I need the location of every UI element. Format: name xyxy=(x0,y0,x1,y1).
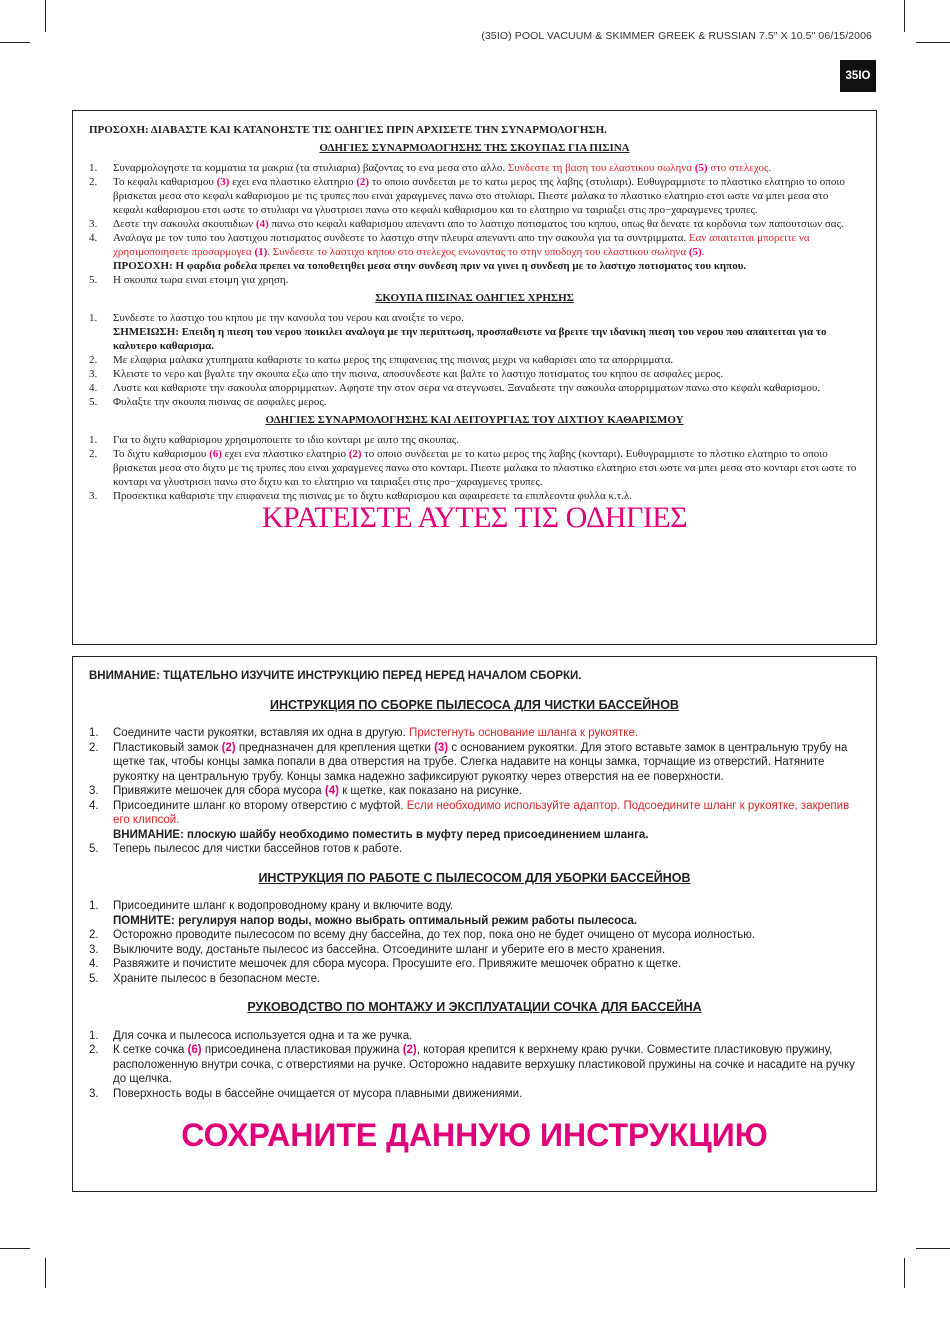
list-item xyxy=(89,217,860,231)
text-segment: 2. xyxy=(89,448,98,460)
list-item xyxy=(89,175,860,217)
list-item xyxy=(89,161,860,175)
text-segment: Με ελαφρια μαλακα χτυπηματα καθαριστε το κατω μερος της επιφανειας της πισινας μεχρι να καθαρισει απο τα απορριμματα. xyxy=(113,354,674,366)
text-segment: πανω στο κεφαλι καθαρισμου απεναντι απο το λαστιχο ποτισματος του κηπου, οπως θα δενατε τα κορδονια των παπουτσιων σας. xyxy=(268,218,844,230)
crop-mark xyxy=(904,1258,905,1288)
list-item xyxy=(89,353,860,367)
greek-section-usage-title: ΣΚΟΥΠΑ ΠΙΣΙΝΑΣ ΟΔΗΓΙΕΣ ΧΡΗΣΗΣ xyxy=(375,292,574,304)
text-segment: στο στελεχος. xyxy=(707,162,772,174)
text-segment: Αναλογα με τον τυπο του λαστιχου ποτισματος συνδεστε το λαστιχο στην πλευρα απεναντι απο την σακουλα για τα συντριμματα. xyxy=(113,232,689,244)
list-item xyxy=(89,799,860,843)
greek-section-skimmer-title: ΟΔΗΓΙΕΣ ΣΥΝΑΡΜΟΛΟΓΗΣΗΣ ΚΑΙ ΛΕΙΤΟΥΡΓΙΑΣ ΤΟΥ ΔΙΧΤΙΟΥ ΚΑΘΑΡΙΣΜΟΥ xyxy=(265,414,684,426)
list-item xyxy=(89,899,860,928)
text-segment: Λυστε και καθαριστε την σακουλα απορριμματων. Αφηστε την στον σερα να στεγνωσει. Ξαναδεστε την σακουλα απορριμματων πανω στο κεφαλι καθαρισμου. xyxy=(113,382,821,394)
list-item xyxy=(89,395,860,409)
text-segment: Пристегнуть основание шланга к рукоятке. xyxy=(409,727,639,739)
list-item xyxy=(89,928,860,943)
text-segment: 2. xyxy=(89,1044,99,1056)
list-item xyxy=(89,1029,860,1044)
text-segment: (4) xyxy=(324,785,339,797)
list-item xyxy=(89,943,860,958)
text-segment: предназначен для крепления щетки xyxy=(235,741,435,754)
text-segment: Пластиковый замок xyxy=(113,741,222,754)
text-segment: , которая крепится к верхнему краю ручки. Совместите пластиковую пружину, расположенную внутри сочка, с отверстиями на ручке. Осторожно надавите верхушку пластиковой пружины на сочке и насадите на ручку до щелчка. xyxy=(113,1044,855,1085)
text-segment: Συνδεστε τη βαση του ελαστικου σωληνα xyxy=(507,162,695,174)
crop-mark xyxy=(916,1248,950,1249)
russian-usage-list xyxy=(89,899,860,986)
text-segment: Φυλαξτε την σκουπα πισινας σε ασφαλες μερος. xyxy=(113,396,327,408)
text-segment: К сетке сочка xyxy=(113,1044,188,1056)
text-segment: 1. xyxy=(89,1029,99,1042)
text-segment: εχει ενα πλαστικο ελατηριο xyxy=(229,176,357,188)
text-segment: 5. xyxy=(89,396,98,408)
text-segment: Συναρμολογηστε τα κομματια τα μακρια (τα στυλιαρια) βαζοντας το ενα μεσα στο αλλο. xyxy=(113,162,508,174)
print-header: (35IO) POOL VACUUM & SKIMMER GREEK & RUSSIAN 7.5" X 10.5" 06/15/2006 xyxy=(481,30,872,42)
text-segment: 3. xyxy=(89,368,98,380)
text-segment: Присоедините шланг ко второму отверстию с муфтой. xyxy=(113,799,407,812)
list-item xyxy=(89,311,860,353)
text-segment: (5) xyxy=(688,246,702,258)
crop-mark xyxy=(0,1248,30,1249)
crop-mark xyxy=(904,0,905,32)
text-segment: Συνδεστε το λαστιχο του κηπου με την κανουλα του νερου και ανοιξτε το νερο. xyxy=(113,312,464,324)
text-segment: Εαν απαιτειται μπορειτε να χρησιμοποιησετε προσαρμογεα xyxy=(113,232,810,258)
text-segment: 2. xyxy=(89,176,98,188)
text-segment: 4. xyxy=(89,232,98,244)
text-segment: Το κεφαλι καθαρισμου xyxy=(113,176,217,188)
text-segment: Η σκουπα τωρα ειναι ετοιμη για χρηση. xyxy=(113,274,289,286)
list-item xyxy=(89,1087,860,1102)
text-segment: Осторожно проводите пылесосом по всему дну бассейна, до тех пор, пока оно не будет очищено от мусора иолностью. xyxy=(113,929,756,941)
text-segment: Выключите воду, достаньте пылесос из бассейна. Отсоедините шланг и уберите его в место хранения. xyxy=(113,943,666,956)
text-segment: Храните пылесос в безопасном месте. xyxy=(113,972,321,985)
list-item xyxy=(89,957,860,972)
text-segment: 3. xyxy=(89,785,99,797)
text-segment: Поверхность воды в бассейне очищается от мусора плавными движениями. xyxy=(113,1087,523,1100)
text-segment: (2) xyxy=(356,176,370,188)
russian-skimmer-list xyxy=(89,1029,860,1102)
crop-mark xyxy=(45,1258,46,1288)
text-segment: 5. xyxy=(89,274,98,286)
text-segment: Το διχτυ καθαρισμου xyxy=(113,448,210,460)
text-segment: (3) xyxy=(216,176,230,188)
text-segment: το οποιο συνδεεται με το κατω μερος της λαβης (κονταρι). Ευθυγραμμιστε το πλστικο ελατηριο το οποιο βρισκεται μεσα στο διχτυ με τις τρυπες που ειναι χαραγμενες πανω στο κονταρι. Πιεστε μαλακα το πλαστικο ελατηριο ετσι ωστε να μπει μεσα στο κονταρι ετσι ωστε το κονταρι να γλυστρισει πανω στο διχτυ και το ελατηριο να ταιριαξει στις προ−χαραγμενες τρυπες. xyxy=(113,448,857,488)
text-segment: (4) xyxy=(255,218,269,230)
russian-warning: ВНИМАНИЕ: ТЩАТЕЛЬНО ИЗУЧИТЕ ИНСТРУКЦИЮ ПЕРЕД НЕРЕД НАЧАЛОМ СБОРКИ. xyxy=(89,670,582,682)
list-item xyxy=(89,784,860,799)
text-segment: 1. xyxy=(89,312,98,324)
text-segment: 2. xyxy=(89,354,98,366)
list-item xyxy=(89,972,860,987)
text-segment: (2) xyxy=(402,1044,417,1056)
russian-caution-note: ВНИМАНИЕ: плоскую шайбу необходимо поместить в муфту перед присоединением шланга. xyxy=(113,828,649,841)
text-segment: 4. xyxy=(89,382,98,394)
crop-mark xyxy=(0,42,30,43)
text-segment: 2. xyxy=(89,929,99,941)
list-item xyxy=(89,1043,860,1087)
text-segment: 1. xyxy=(89,162,98,174)
list-item xyxy=(89,489,860,503)
crop-mark xyxy=(916,42,950,43)
text-segment: Присоедините шланг к водопроводному крану и включите воду. xyxy=(113,900,454,912)
text-segment: 2. xyxy=(89,741,99,754)
russian-instructions xyxy=(72,656,877,1192)
text-segment: 1. xyxy=(89,900,99,912)
list-item xyxy=(89,842,860,857)
text-segment: (2) xyxy=(221,741,236,754)
list-item xyxy=(89,381,860,395)
text-segment: 4. xyxy=(89,799,99,812)
text-segment: 3. xyxy=(89,1087,99,1100)
text-segment: к щетке, как показано на рисунке. xyxy=(338,785,523,797)
text-segment: . Συνδεστε το λαστιχο κηπου στο στελεχος ενωνοντας το στην υποδοχη του ελαστικου σωληνα xyxy=(267,246,689,258)
text-segment: . xyxy=(701,246,705,258)
russian-note: ПОМНИТЕ: регулируя напор воды, можно выбрать оптимальный режим работы пылесоса. xyxy=(113,914,638,927)
text-segment: (5) xyxy=(694,162,708,174)
list-item xyxy=(89,231,860,273)
text-segment: (1) xyxy=(254,246,268,258)
text-segment: 5. xyxy=(89,972,99,985)
greek-skimmer-list xyxy=(89,433,860,503)
russian-section-assembly-title: ИНСТРУКЦИЯ ПО СБОРКЕ ПЫЛЕСОСА ДЛЯ ЧИСТКИ БАССЕЙНОВ xyxy=(270,697,679,712)
text-segment: Привяжите мешочек для сбора мусора xyxy=(113,785,325,797)
text-segment: 1. xyxy=(89,434,98,446)
text-segment: Για το διχτυ καθαρισμου χρησιμοποιειτε το ιδιο κονταρι με αυτο της σκουπας. xyxy=(113,434,459,446)
greek-usage-list xyxy=(89,311,860,409)
greek-note: ΣΗΜΕΙΩΣΗ: Επειδη η πιεση του νερου ποικιλει αναλογα με την περιπτωση, προσπαθειστε να βρειτε την ιδανικη πιεση του νερου που απαιτειται για το καλυτερο καθαρισμα. xyxy=(113,326,827,352)
text-segment: εχει ενα πλαστικο ελατηριο xyxy=(221,448,349,460)
text-segment: (2) xyxy=(348,448,362,460)
text-segment: Δεστε την σακουλα σκουπιδιων xyxy=(113,218,256,230)
list-item xyxy=(89,367,860,381)
text-segment: Для сочка и пылесоса используется одна и та же ручка. xyxy=(113,1029,413,1042)
greek-caution-note: ΠΡΟΣΟΧΗ: Η φαρδια ροδελα πρεπει να τοποθετηθει μεσα στην συνδεση πριν να γινει η συνδεση με το λαστιχο ποτισματος του κηπου. xyxy=(113,260,747,272)
text-segment: Если необходимо используйте адаптор. Подсоедините шланг к рукоятке, закрепив его клипсой. xyxy=(113,799,850,826)
text-segment: 4. xyxy=(89,958,99,970)
text-segment: 3. xyxy=(89,218,98,230)
list-item xyxy=(89,273,860,287)
text-segment: Κλειστε το νερο και βγαλτε την σκουπα εξω απο την πισινα, αποσυνδεστε και βαλτε το λαστιχο ποτισματος του κηπου σε ασφαλες μερος. xyxy=(113,368,724,380)
text-segment: Развяжите и почистите мешочек для сбора мусора. Просушите его. Привяжите мешочек обратно к щетке. xyxy=(113,958,682,970)
crop-mark xyxy=(45,0,46,32)
greek-section-assembly-title: ΟΔΗΓΙΕΣ ΣΥΝΑΡΜΟΛΟΓΗΣΗΣ ΤΗΣ ΣΚΟΥΠΑΣ ΓΙΑ ΠΙΣΙΝΑ xyxy=(319,142,630,154)
text-segment: 5. xyxy=(89,843,99,855)
text-segment: 1. xyxy=(89,727,99,739)
text-segment: с основанием рукоятки. Для этого вставьте замок в центральную трубу на щетке так, чтобы концы замка попали в два отверстия на трубе. Слегка надавите на концы замка, торчащие из отверстий. Натяните рукоятку на центральную трубу. Концы замка надежно зафиксируют рукоятку через отверстия на ее поверхности. xyxy=(113,741,848,783)
text-segment: 3. xyxy=(89,490,98,502)
text-segment: (6) xyxy=(187,1044,202,1056)
list-item xyxy=(89,447,860,489)
greek-keep-instructions-banner: ΚΡΑΤΕΙΣΤΕ ΑΥΤΕΣ ΤΙΣ ΟΔΗΓΙΕΣ xyxy=(261,501,688,534)
text-segment: присоединена пластиковая пружина xyxy=(201,1044,403,1056)
text-segment: (6) xyxy=(209,448,222,460)
greek-instructions xyxy=(72,110,877,645)
text-segment: Соедините части рукоятки, вставляя их одна в другую. xyxy=(113,727,410,739)
text-segment: (3) xyxy=(434,741,449,754)
russian-section-skimmer-title: РУКОВОДСТВО ПО МОНТАЖУ И ЭКСПЛУАТАЦИИ СОЧКА ДЛЯ БАССЕЙНА xyxy=(247,1000,702,1014)
greek-warning: ΠΡΟΣΟΧΗ: ΔΙΑΒΑΣΤΕ ΚΑΙ ΚΑΤΑΝΟΗΣΤΕ ΤΙΣ ΟΔΗΓΙΕΣ ΠΡΙΝ ΑΡΧΙΣΕΤΕ ΤΗΝ ΣΥΝΑΡΜΟΛΟΓΗΣΗ. xyxy=(89,124,607,136)
list-item xyxy=(89,741,860,785)
list-item xyxy=(89,433,860,447)
russian-section-usage-title: ИНСТРУКЦИЯ ПО РАБОТЕ С ПЫЛЕСОСОМ ДЛЯ УБОРКИ БАССЕЙНОВ xyxy=(258,870,691,885)
list-item xyxy=(89,726,860,741)
page-code-badge: 35IO xyxy=(840,60,876,92)
text-segment: 3. xyxy=(89,943,99,956)
text-segment: Теперь пылесос для чистки бассейнов готов к работе. xyxy=(113,843,403,855)
text-segment: Προσεκτικα καθαριστε την επιφανεια της πισινας με το διχτυ καθαρισμου και αφαιρεσετε τα επιπλεοντα φυλλα κ.τ.λ. xyxy=(113,490,632,502)
text-segment: το οποιο συνδεεται με το κατω μερος της λαβης (στυλιαρι). Ευθυγραμμιστε το πλαστικο ελατηριο το οποιο βρισκεται μεσα στο κεφαλι καθαρισμου με τις τρυπες που ειναι χαραγμενες πανω στο στυλιαρι. Πιεστε μαλακα το πλαστικο ελατηριο ετσι ωστε να μπει μεσα στο κεφαλι καθαρισμου ετσι ωστε το στυλιαρι να γλυστρισει πανω στο κεφαλι καθαρισμου και το ελατηριο να ταιριαξει στις προ−χαραγμενες τρυπες. xyxy=(113,176,845,216)
russian-assembly-list xyxy=(89,726,860,857)
greek-assembly-list xyxy=(89,161,860,287)
russian-keep-instructions-banner: СОХРАНИТЕ ДАННУЮ ИНСТРУКЦИЮ xyxy=(181,1117,768,1153)
